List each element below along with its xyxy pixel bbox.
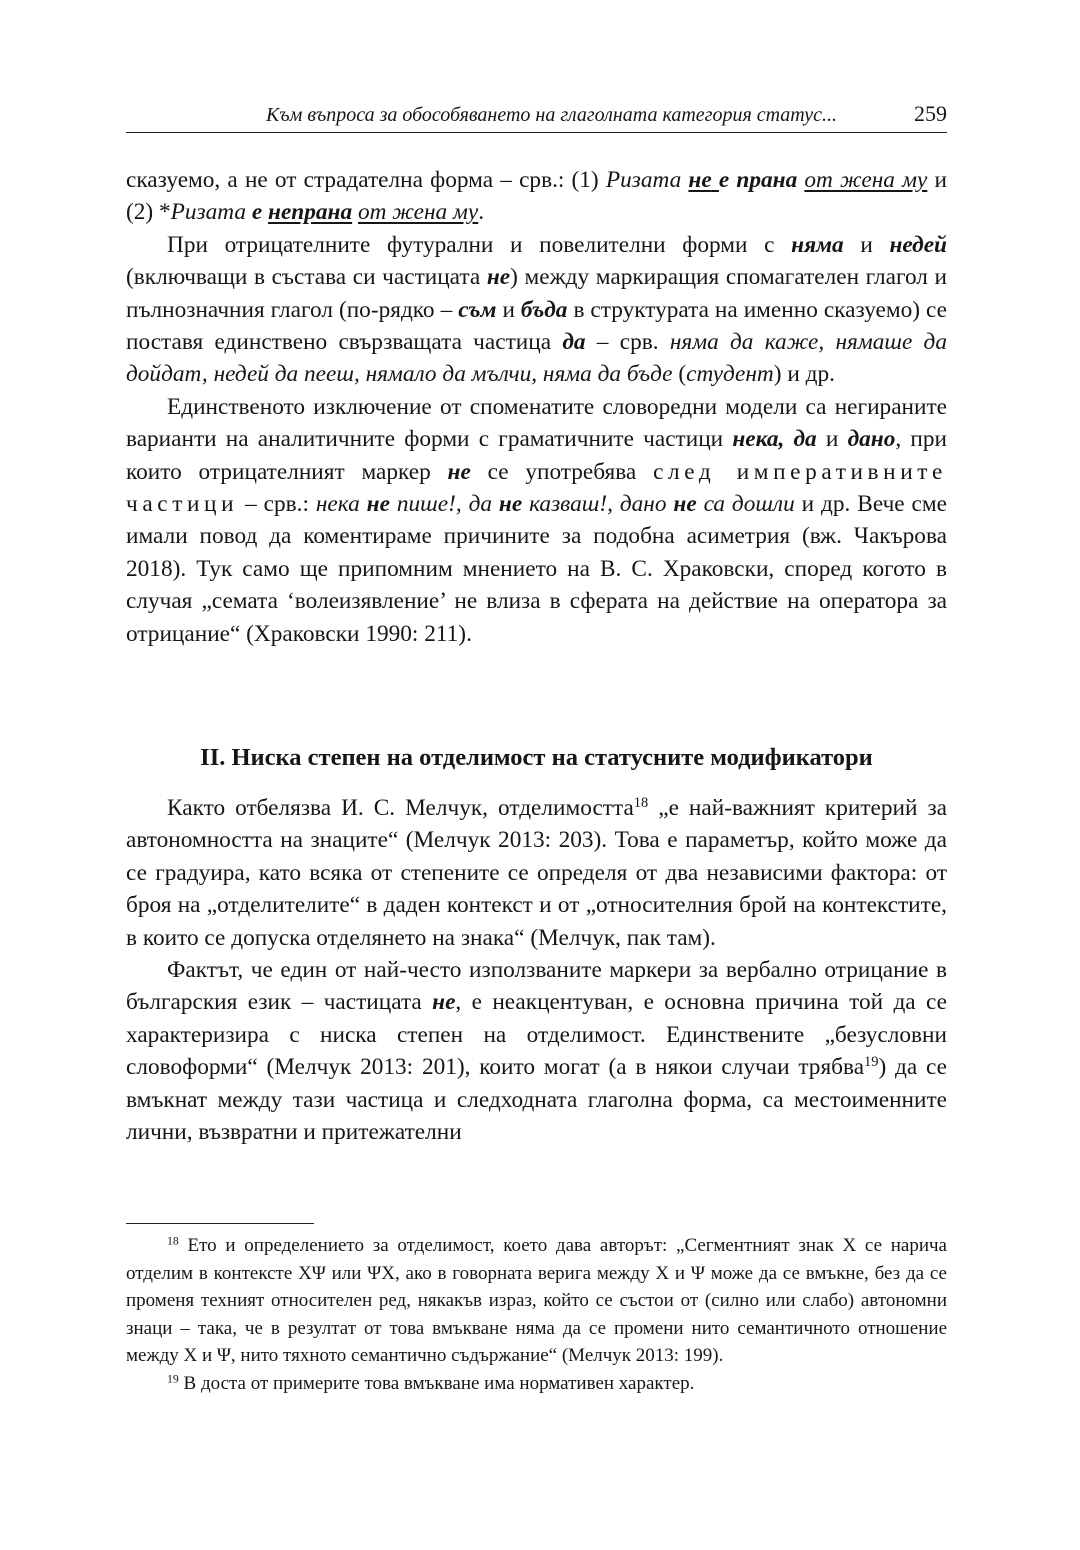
term-bold: няма bbox=[791, 231, 844, 258]
example-text: нека bbox=[315, 491, 367, 518]
paragraph bbox=[126, 792, 947, 954]
example-bold-underlined: непрана bbox=[268, 199, 353, 226]
running-header bbox=[126, 100, 947, 133]
example-underlined: от жена му bbox=[357, 199, 479, 226]
term-bold: не bbox=[447, 458, 471, 485]
text-run: ( bbox=[672, 361, 687, 388]
term-bold: не bbox=[673, 491, 697, 518]
text-run: ) и др. bbox=[773, 361, 835, 388]
footnote-ref[interactable]: 19 bbox=[864, 1054, 879, 1071]
example-bold: е bbox=[251, 199, 269, 226]
text-run: (включващи в състава си частицата bbox=[126, 264, 487, 291]
example-text: са дошли bbox=[696, 491, 795, 518]
example-text: студент bbox=[686, 361, 774, 388]
page-number: 259 bbox=[914, 101, 947, 126]
text-run bbox=[712, 167, 719, 193]
example-text: пише!, да bbox=[389, 491, 499, 518]
text-run: При отрицателните футурални и повелителни форми с bbox=[167, 231, 792, 258]
example-text: казваш!, дано bbox=[522, 491, 674, 518]
term-bold: нека, да bbox=[732, 426, 817, 453]
footnotes bbox=[126, 1232, 947, 1397]
footnote bbox=[126, 1232, 947, 1370]
text-run: , при които отрицателният маркер bbox=[126, 426, 947, 485]
footnote-number: 19 bbox=[167, 1372, 179, 1386]
section-heading: II. Ниска степен на отделимост на статусните модификатори bbox=[200, 744, 873, 771]
text-run: – срв. bbox=[585, 329, 670, 356]
example-text: няма да каже, нямаше да дойдат, недей да пееш, нямало да мълчи, няма да бъде bbox=[126, 329, 947, 388]
text-run: и (2) * bbox=[126, 167, 947, 226]
text-run: Както отбелязва И. С. Мелчук, отделимостта bbox=[167, 795, 634, 821]
text-run: , е неакцентуван, е основна причина той да се характеризира с ниска степен на отделимост. Единствените „безусловни словоформи“ (Мелчук 2013: 201), които могат (а в някои случаи трябва bbox=[126, 989, 947, 1081]
text-run: и bbox=[816, 426, 848, 453]
main-text-lower bbox=[126, 792, 947, 1148]
text-run: и bbox=[843, 231, 890, 258]
footnote-ref[interactable]: 18 bbox=[633, 795, 649, 812]
term-bold: бъда bbox=[520, 296, 568, 323]
paragraph bbox=[126, 954, 947, 1148]
example-text: Ризата bbox=[170, 199, 252, 226]
footnote-text: Ето и определението за отделимост, което дава авторът: „Сегментният знак X се нарича отделим в контексте XΨ или ΨX, ако в говорната верига между X и Ψ може да се вмъкне, без да се променя техният относителен ред, някакъв израз, който се състои от (силно или слабо) автономни знаци – така, че в резултат от това вмъкване няма да се промени нито семантичното отношение между X и Ψ, нито тяхното семантично съдържание“ (Мелчук 2013: 199). bbox=[126, 1235, 947, 1366]
paragraph bbox=[126, 229, 947, 391]
term-bold: не bbox=[432, 989, 456, 1016]
term-bold: не bbox=[498, 491, 523, 518]
example-text: Ризата bbox=[605, 167, 689, 193]
text-run: ) да се вмъкнат между тази частица и следходната глаголна форма, са местоименните лични, възвратни и притежателни bbox=[126, 1054, 947, 1146]
text-run: „е най-важният критерий за автономността на знаците“ (Мелчук 2013: 203). Това е параметър, който може да се градуира, като всяка от степените се определя от два независими фактора: от броя на „отделителите“ в даден контекст и от „относителния брой на контекстите, в които се допуска отделянето на знака“ (Мелчук, пак там). bbox=[126, 795, 947, 951]
spaced-text: след императивните частици bbox=[126, 458, 948, 518]
footnote-text: В доста от примерите това вмъкване има нормативен характер. bbox=[178, 1372, 695, 1394]
main-text-upper bbox=[126, 164, 947, 650]
paragraph bbox=[126, 391, 947, 650]
example-bold: е прана bbox=[718, 167, 798, 193]
text-run: и bbox=[496, 296, 521, 323]
text-run: и др. Вече сме имали повод да коментираме причините за подобна асиметрия (вж. Чакърова 2018). Тук само ще припомним мнението на В. С. Храковски, според когото в случая „семата ‘волеизявление’ не влиза в сферата на действие на оператора за отрицание“ (Храковски 1990: 211). bbox=[126, 491, 947, 647]
text-run: Единственото изключение от споменатите словоредни модели са негираните варианти на аналитичните форми с граматичните частици bbox=[126, 393, 947, 453]
term-bold: дано bbox=[847, 426, 896, 453]
term-bold: съм bbox=[458, 296, 497, 323]
term-bold: да bbox=[562, 329, 586, 356]
term-bold: не bbox=[366, 491, 390, 518]
text-run: ) между маркиращия спомагателен глагол и пълнозначния глагол (по-рядко – bbox=[126, 264, 947, 323]
paragraph bbox=[126, 164, 947, 229]
text-run: . bbox=[478, 199, 485, 226]
footnote-divider bbox=[126, 1223, 314, 1224]
text-run: в структурата на именно сказуемо) се поставя единствено свързващата частица bbox=[126, 296, 947, 356]
text-run: Фактът, че един от най-често използваните маркери за вербално отрицание в българския език – частицата bbox=[126, 957, 947, 1016]
term-bold: недей bbox=[889, 231, 947, 258]
term-bold: не bbox=[486, 264, 511, 291]
text-run: се употребява bbox=[470, 458, 654, 485]
footnote bbox=[126, 1370, 947, 1398]
footnote-number: 18 bbox=[167, 1234, 179, 1248]
text-run: сказуемо, а не от страдателна форма – срв.: (1) bbox=[126, 167, 606, 193]
text-run: – срв.: bbox=[238, 491, 316, 518]
negation-particle: не bbox=[688, 167, 712, 193]
running-title: Към въпроса за обособяването на глаголната категория статус... bbox=[265, 104, 837, 126]
example-underlined: от жена му bbox=[804, 167, 928, 193]
